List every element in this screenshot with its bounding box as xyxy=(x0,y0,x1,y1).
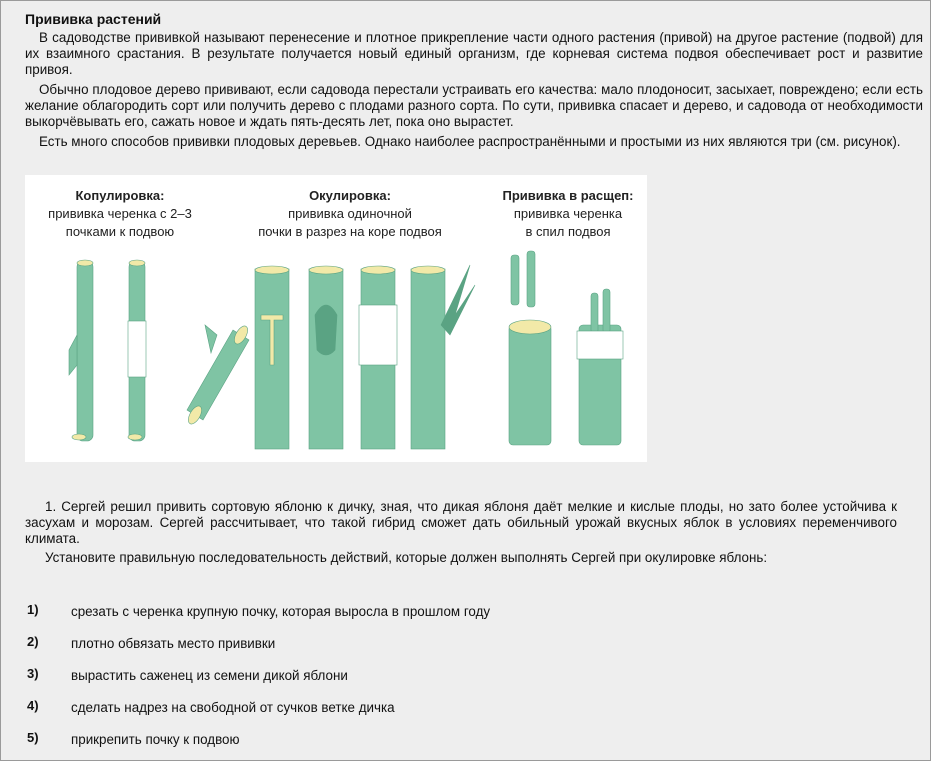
option-number: 1) xyxy=(27,602,39,617)
option-text: сделать надрез на свободной от сучков ветке дичка xyxy=(71,700,395,715)
option-number: 2) xyxy=(27,634,39,649)
copulation-branch xyxy=(186,324,251,426)
option-text: срезать с черенка крупную почку, которая выросла в прошлом году xyxy=(71,604,491,619)
option-number: 4) xyxy=(27,698,39,713)
option-text: вырастить саженец из семени дикой яблони xyxy=(71,668,348,683)
caption-heading: Окулировка: xyxy=(309,188,391,203)
paragraph-reasons: Обычно плодовое дерево прививают, если садовода перестали устраивать его качества: мало плодоносит, засыхает, повреждено; если есть желание облагородить сорт или получить дерево с плодами разного сорта. По сути, прививка спасает и дерево, и садовода от необходимости выкорчёвывать его, сажать новое и ждать пять-десять лет, пока оно вырастет. xyxy=(25,82,923,129)
copulation-scion xyxy=(69,260,93,441)
cleft-scions xyxy=(511,251,535,307)
caption-line: в спил подвоя xyxy=(525,224,611,239)
budding-t-cut xyxy=(255,266,289,449)
question-text: 1. Сергей решил привить сортовую яблоню к дичку, зная, что дикая яблоня даёт мелкие и кислые плоды, но зато более устойчива к засухам и морозам. Сергей рассчитывает, что такой гибрид сможет дать обильный урожай вкусных яблок в условиях переменчивого климата. xyxy=(25,499,897,546)
budding-bud-inserted xyxy=(309,266,343,449)
caption-line: прививка черенка xyxy=(513,206,623,221)
cleft-split-stock xyxy=(509,320,551,445)
paragraph-methods: Есть много способов прививки плодовых деревьев. Однако наиболее распространёнными и простыми из них являются три (см. рисунок). xyxy=(39,134,901,149)
caption-line: прививка черенка с 2–3 xyxy=(48,206,192,221)
cleft-joined xyxy=(577,289,623,445)
caption-heading: Прививка в расщеп: xyxy=(502,188,634,203)
caption-line: почки в разрез на коре подвоя xyxy=(258,224,442,239)
page-title: Прививка растений xyxy=(25,11,162,27)
option-text: плотно обвязать место прививки xyxy=(71,636,276,651)
question-instruction: Установите правильную последовательность действий, которые должен выполнять Сергей при окулировке яблонь: xyxy=(45,550,768,565)
caption-heading: Копулировка: xyxy=(75,188,165,203)
caption-line: почками к подвою xyxy=(65,224,175,239)
budding-sprouted xyxy=(411,265,475,449)
option-number: 5) xyxy=(27,730,39,745)
grafting-figure xyxy=(25,175,647,462)
caption-line: прививка одиночной xyxy=(288,206,412,221)
budding-wrapped xyxy=(359,266,397,449)
option-number: 3) xyxy=(27,666,39,681)
grafting-illustration xyxy=(25,175,647,462)
option-text: прикрепить почку к подвою xyxy=(71,732,240,747)
copulation-joined xyxy=(128,260,146,441)
paragraph-definition: В садоводстве прививкой называют перенесение и плотное прикрепление части одного растения (привой) на другое растение (подвой) для их взаимного срастания. В результате получается новый единый организм, где корневая система подвоя обеспечивает рост и развитие привоя. xyxy=(25,30,923,77)
